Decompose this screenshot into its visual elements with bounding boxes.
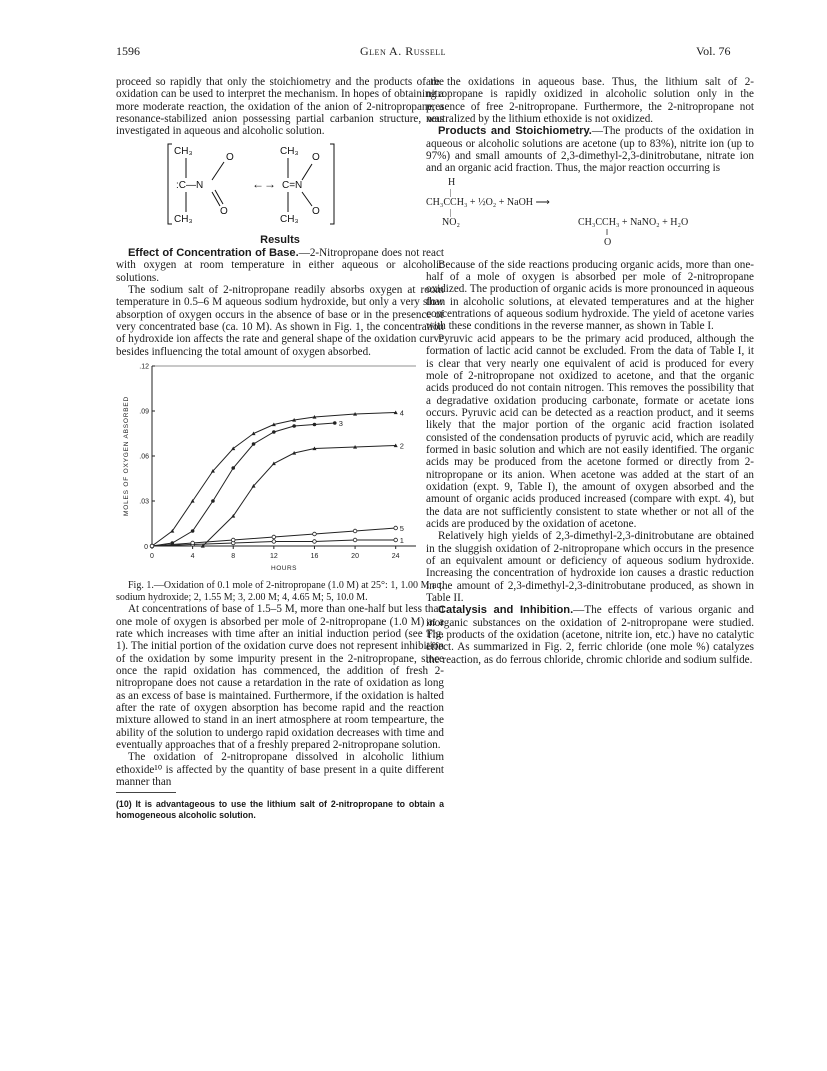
series-label: 4	[399, 408, 404, 418]
ch3-label: CH₃	[174, 213, 193, 225]
resonance-arrow: ←→	[252, 176, 276, 191]
x-tick-label: 4	[190, 553, 195, 561]
data-point	[150, 544, 154, 548]
paragraph: —The products of the oxidation in aqueous or alcoholic solutions are acetone (up to 83%), nitrite ion (up to 97%) and small amounts of 2,3-dimethyl-2,3-dinitrobutane, nitrate ion and an organic acid fraction. Thus, the major reaction occurring is	[426, 125, 754, 175]
y-axis-label: MOLES OF OXYGEN ABSORBED	[123, 396, 130, 517]
data-point	[292, 424, 296, 428]
data-point	[272, 430, 276, 434]
data-point	[394, 526, 398, 530]
oxygen-label: O	[226, 151, 234, 163]
ch3-label: CH₃	[280, 145, 299, 157]
equation-o: O	[604, 236, 612, 248]
series-line-2	[203, 446, 396, 547]
data-point	[211, 499, 215, 503]
section-heading-results: Results	[260, 233, 300, 246]
paragraph: The sodium salt of 2-nitropropane readily absorbs oxygen at room temperature in 0.5–6 M aqueous sodium hydroxide, but only a very slow absorption of oxygen occurs in the absence of base or in the presence of very concentrated base (ca. 10 M). As shown in Fig. 1, the concentration of hydroxide ion affects the rate and general shape of the oxidation curve besides influencing the total amount of oxygen absorbed.	[116, 284, 444, 358]
right-column	[426, 76, 754, 666]
series-label: 2	[399, 441, 404, 451]
ch3-label: CH₃	[280, 213, 299, 225]
equation-lhs: CH₃CCH₃ + ½O₂ + NaOH ⟶	[426, 196, 550, 208]
paragraph: At concentrations of base of 1.5–5 M, more than one-half but less than one mole of oxygen is absorbed per mole of 2-nitropropane (1.0 M) at a rate which increases with time after an initial induction period (see Fig. 1). The initial portion of the oxidation curve does not represent inhibition of the oxidation by some impurity present in the 2-nitropropane, since once the rapid oxidation has commenced, the addition of fresh 2-nitropropane does not cause a retardation in the rate of oxidation as long as an excess of base is maintained. Furthermore, if the oxidation is halted after the rate of oxygen absorption has become rapid and the reaction mixture allowed to stand in an inert atmosphere at room tempearture, the ability of the solution to undergo rapid oxidation decreases with time and eventually approaches that of a freshly prepared 2-nitropropane solution.	[116, 603, 444, 751]
paragraph: The oxidation of 2-nitropropane dissolved in alcoholic lithium ethoxide¹⁰ is affected by the quantity of base present in a quite different manner than	[116, 751, 444, 788]
data-point	[313, 540, 317, 544]
x-tick-label: 24	[391, 553, 400, 561]
bond-line: |	[450, 187, 452, 197]
ch3-label: CH₃	[174, 145, 193, 157]
footnote-rule	[116, 792, 176, 793]
paragraph: proceed so rapidly that only the stoichiometry and the products of the oxidation can be used to interpret the mechanism. In hopes of obtaining a more moderate reaction, the oxidation of the anion of 2-nitropropane, a resonance-stabilized anion possessing partial carbanion structure, was investigated in aqueous and alcoholic solution.	[116, 76, 444, 138]
data-point	[333, 421, 337, 425]
equation-no2: NO₂	[442, 216, 460, 228]
data-point	[313, 423, 317, 427]
y-tick-label: 0	[144, 544, 148, 552]
y-tick-label: .06	[139, 453, 149, 461]
page-number: 1596	[116, 44, 140, 58]
reaction-equation	[426, 175, 754, 259]
nitronate-label: C=N	[282, 179, 303, 191]
run-in-heading: Effect of Concentration of Base.	[128, 247, 299, 260]
data-point	[353, 538, 357, 542]
run-in-heading: Products and Stoichiometry.	[438, 125, 592, 138]
oxygen-label: O	[312, 205, 320, 217]
running-author: Glen A. Russell	[360, 44, 447, 58]
bond-line: |	[450, 207, 452, 217]
data-point	[313, 532, 317, 536]
resonance-structure	[116, 138, 444, 232]
paragraph: —2-Nitropropane does not react with oxygen at room temperature in either aqueous or alcoholic solutions.	[116, 247, 444, 284]
y-tick-label: .09	[139, 408, 149, 416]
data-point	[272, 540, 276, 544]
paragraph: Relatively high yields of 2,3-dimethyl-2,3-dinitrobutane are obtained in the sluggish oxidation of 2-nitropropane which occurs in the presence of an equivalent amount or deficiency of aqueous sodium hydroxide. Increasing the concentration of hydroxide ion causes a drastic reduction in the amount of 2,3-dimethyl-2,3-dinitrobutane produced, as shown in Table II.	[426, 530, 754, 605]
x-tick-label: 12	[269, 553, 278, 561]
data-point	[252, 442, 256, 446]
figure-1	[116, 358, 444, 580]
x-tick-label: 16	[310, 553, 319, 561]
data-point	[231, 466, 235, 470]
oxidation-chart	[116, 358, 444, 580]
data-point	[353, 529, 357, 533]
series-label: 1	[399, 536, 404, 546]
data-point	[394, 538, 398, 542]
oxygen-label: O	[312, 151, 320, 163]
volume-label: Vol. 76	[696, 44, 731, 58]
y-tick-label: .03	[139, 498, 149, 506]
paragraph: Because of the side reactions producing organic acids, more than one-half of a mole of oxygen is absorbed per mole of 2-nitropropane oxidized. The production of organic acids is more pronounced in aqueous than in alcoholic solutions, at elevated temperatures and at the higher concentrations of aqueous sodium hydroxide. The yield of acetone varies with these conditions in the reverse manner, as shown in Table I.	[426, 258, 754, 333]
footnote: (10) It is advantageous to use the lithium salt of 2-nitropropane to obtain a homogeneous alcoholic solution.	[116, 799, 444, 820]
data-point	[191, 541, 195, 545]
paragraph: —The effects of various organic and inorganic substances on the oxidation of 2-nitropropane were studied. The products of the oxidation (acetone, nitrite ion, etc.) have no catalytic effect. As summarized in Fig. 2, ferric chloride (one mole %) catalyzes the reaction, as do ferrous chloride, chromic chloride and sodium sulfide.	[426, 604, 754, 666]
paragraph: Pyruvic acid appears to be the primary acid produced, although the formation of lactic acid cannot be excluded. From the data of Table I, it is clear that very nearly one equivalent of acid is produced for every mole of 2-nitropropane not oxidized to acetone, and that the organic acids produced do not contain nitrogen. This removes the possibility that a degradative oxidation producing carbonate, formate or acetate ions occurs. Pyruvic acid can be detected as a reaction product, and it seems likely that the major portion of the organic acid fraction isolated consisted of the condensation products of pyruvic acid, which are readily formed in basic solution and which are not easily identified. The organic acids may be produced from the acetone formed or directly from 2-nitropropane or its anion. When acetone was added at the start of an oxidation (expt. 9, Table I), the amount of oxygen absorbed and the amount of organic acids produced increased (compare with expt. 4), but the data are not sufficiently consistent to state whether or not all of the acids are produced by the oxidation of acetone.	[426, 332, 754, 530]
data-point	[231, 538, 235, 542]
y-tick-label: .12	[139, 363, 149, 371]
oxygen-label: O	[220, 205, 228, 217]
x-tick-label: 20	[351, 553, 359, 561]
equation-h: H	[448, 176, 456, 188]
x-tick-label: 8	[231, 553, 236, 561]
equation-rhs: CH₃CCH₃ + NaNO₂ + H₂O	[578, 216, 689, 228]
x-axis-label: HOURS	[271, 565, 297, 573]
data-point	[191, 529, 195, 533]
run-in-heading: Catalysis and Inhibition.	[438, 604, 574, 617]
paragraph: are the oxidations in aqueous base. Thus, the lithium salt of 2-nitropropane is rapidly oxidized in alcoholic solution only in the presence of free 2-nitropropane. Furthermore, the 2-nitropropane not neutralized by the lithium ethoxide is not oxidized.	[426, 76, 754, 126]
left-column	[116, 76, 444, 820]
double-bond: ‖	[606, 227, 609, 237]
figure-caption: Fig. 1.—Oxidation of 0.1 mole of 2-nitropropane (1.0 M) at 25°: 1, 1.00 M aq. sodium hydroxide; 2, 1.55 M; 3, 2.00 M; 4, 4.65 M; 5, 10.0 M.	[116, 580, 444, 603]
series-label: 3	[338, 419, 343, 429]
data-point	[272, 535, 276, 539]
x-tick-label: 0	[150, 553, 154, 561]
carbanion-label: :C—N	[176, 179, 204, 191]
series-label: 5	[399, 524, 404, 534]
